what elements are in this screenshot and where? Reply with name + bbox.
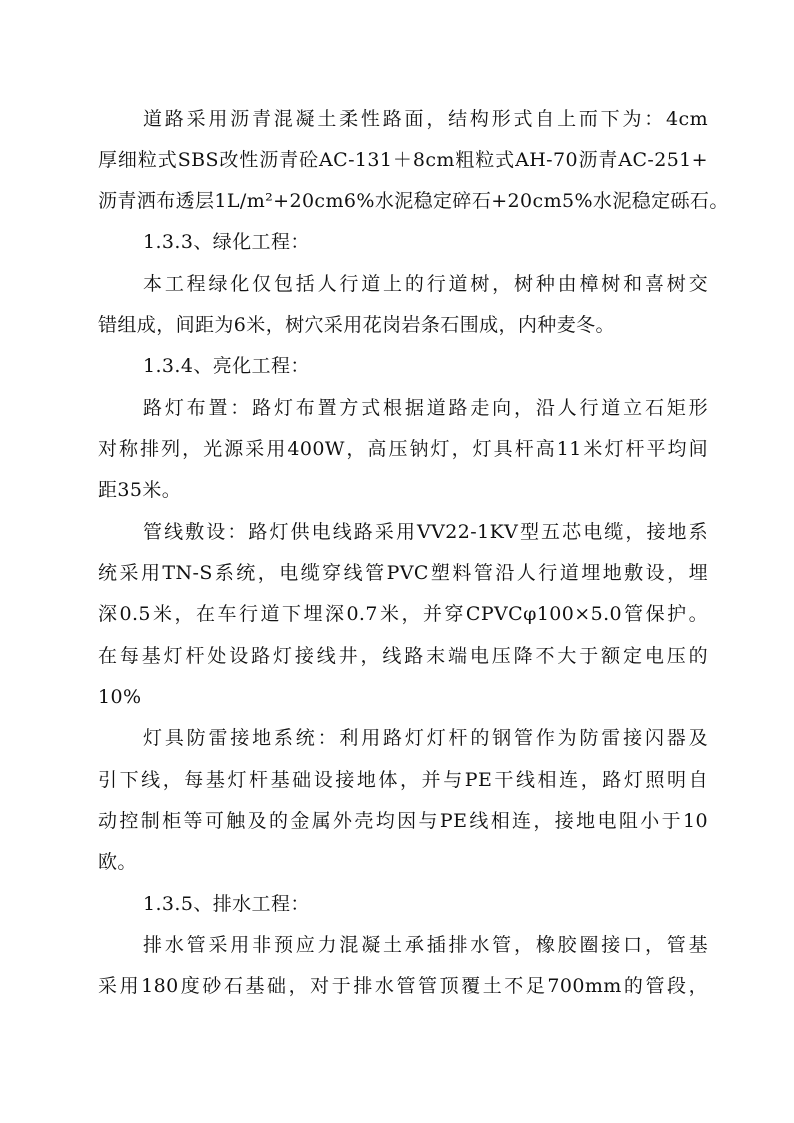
- section-heading: 1.3.4、亮化工程：: [143, 355, 310, 377]
- paragraph-line: 在每基灯杆处设路灯接线井，线路末端电压降不大于额定电压的: [98, 645, 708, 667]
- paragraph-line: 距35米。: [98, 479, 182, 501]
- paragraph-line: 错组成，间距为6米，树穴采用花岗岩条石围成，内种麦冬。: [98, 314, 615, 336]
- paragraph-line: 统采用TN-S系统，电缆穿线管PVC塑料管沿人行道埋地敷设，埋: [98, 562, 708, 584]
- paragraph-line: 道路采用沥青混凝土柔性路面，结构形式自上而下为：4cm: [143, 108, 708, 130]
- paragraph-line: 灯具防雷接地系统：利用路灯灯杆的钢管作为防雷接闪器及: [143, 727, 708, 749]
- paragraph-line: 管线敷设：路灯供电线路采用VV22-1KV型五芯电缆，接地系: [143, 521, 708, 543]
- paragraph-line: 引下线，每基灯杆基础设接地体，并与PE干线相连，路灯照明自: [98, 769, 708, 791]
- section-heading: 1.3.5、排水工程：: [143, 893, 310, 915]
- paragraph-line: 采用180度砂石基础，对于排水管管顶覆土不足700mm的管段，: [98, 975, 708, 997]
- paragraph-line: 排水管采用非预应力混凝土承插排水管，橡胶圈接口，管基: [143, 934, 708, 956]
- paragraph-line: 本工程绿化仅包括人行道上的行道树，树种由樟树和喜树交: [143, 273, 708, 295]
- paragraph-line: 深0.5米，在车行道下埋深0.7米，并穿CPVCφ100×5.0管保护。: [98, 603, 708, 625]
- paragraph-line: 路灯布置：路灯布置方式根据道路走向，沿人行道立石矩形: [143, 397, 708, 419]
- paragraph-line: 动控制柜等可触及的金属外壳均因与PE线相连，接地电阻小于10: [98, 810, 708, 832]
- paragraph-line: 欧。: [98, 851, 137, 873]
- paragraph-line: 沥青洒布透层1L/m²+20cm6%水泥稳定碎石+20cm5%水泥稳定砾石。: [98, 190, 729, 212]
- section-heading: 1.3.3、绿化工程：: [143, 231, 310, 253]
- paragraph-line: 对称排列，光源采用400W，高压钠灯，灯具杆高11米灯杆平均间: [98, 438, 708, 460]
- paragraph-line: 10%: [98, 686, 142, 708]
- paragraph-line: 厚细粒式SBS改性沥青砼AC-131＋8cm粗粒式AH-70沥青AC-251+: [98, 149, 708, 171]
